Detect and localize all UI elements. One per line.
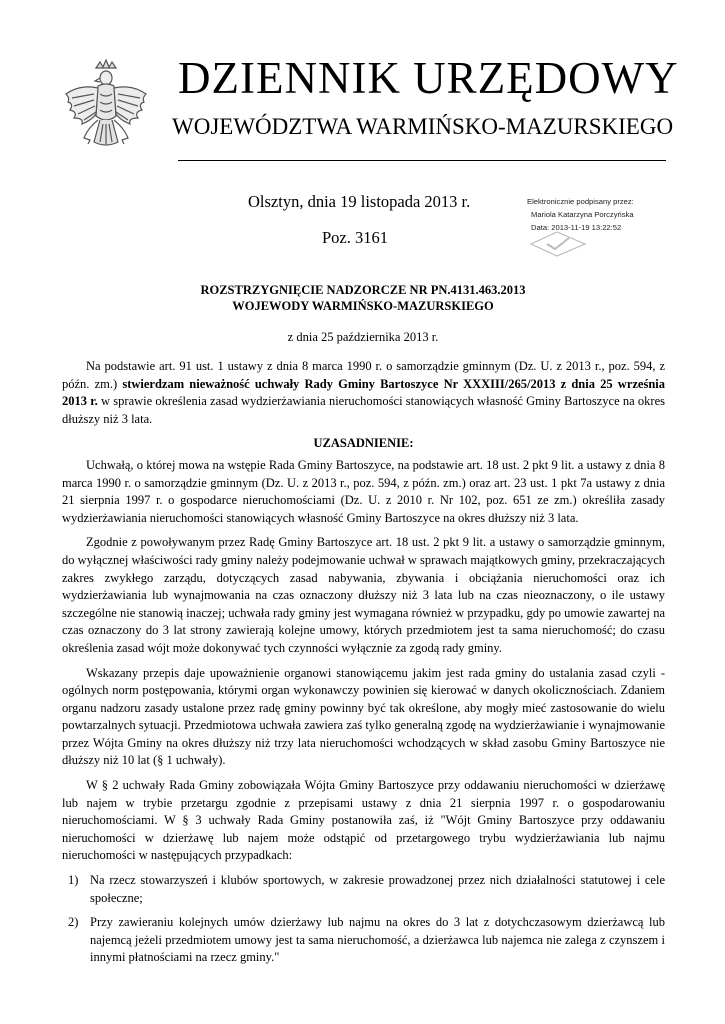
journal-subtitle: WOJEWÓDZTWA WARMIŃSKO-MAZURSKIEGO — [172, 114, 674, 139]
signature-signer: Mariola Katarzyna Porczyńska — [531, 210, 634, 219]
list-item — [68, 872, 665, 907]
list-item-number: 2) — [68, 915, 79, 930]
intro-paragraph — [62, 358, 665, 428]
list-item-number: 1) — [68, 873, 79, 888]
section-title: UZASADNIENIE: — [313, 436, 414, 451]
intro-text-a: Na podstawie art. 91 ust. 1 ustawy z dnia 8 marca 1990 r. o samorządzie gminnym (Dz. U. z 2013 r., poz. 594, z późn. zm.) — [62, 359, 665, 391]
position-number: Poz. 3161 — [322, 228, 388, 247]
journal-title: DZIENNIK URZĘDOWY — [178, 53, 679, 103]
document-heading — [60, 282, 666, 314]
signature-label: Elektronicznie podpisany przez: — [527, 197, 634, 206]
heading-line-1: ROZSTRZYGNIĘCIE NADZORCZE NR PN.4131.463.2013 — [200, 283, 526, 297]
list-item — [68, 914, 665, 967]
exceptions-list — [62, 872, 665, 967]
document-body — [62, 358, 665, 974]
paragraph: Uchwałą, o której mowa na wstępie Rada Gminy Bartoszyce, na podstawie art. 18 ust. 2 pkt 9 lit. a ustawy z dnia 8 marca 1990 r. o samorządzie gminnym (Dz. U. z 2013 r., poz. 594, z późn. zm.) oraz art. 23 ust. 1 pkt 7a ustawy z dnia 21 sierpnia 1997 r. o gospodarce nieruchomościami (Dz. U. z 2010 r. Nr 102, poz. 651 ze zm.) określiła zasady wydzierżawiania nieruchomości stanowiących własność Gminy Bartoszyce na okres dłuższy niż 3 lata. — [62, 457, 665, 525]
eagle-emblem-icon — [60, 58, 152, 166]
paragraph: Wskazany przepis daje upoważnienie organowi stanowiącemu jakim jest rada gminy do ustalania zasad czyli - ogólnych norm postępowania, którymi organ wykonawczy powinien się kierować w danych okolicznościach. Zdaniem organu nadzoru zasady ustalone przez radę gminy powinny być tak określone, aby mogły mieć zastosowanie do wielu powtarzalnych sytuacji. Przedmiotowa uchwała zawiera zaś tylko generalną zgodę na wydzierżawianie i wynajmowanie przez Wójta Gminy na okres dłuższy niż trzy lata nieruchomości wchodzących w skład zasobu Gminy Bartoszyce nie dłuższy niż 10 lat (§ 1 uchwały). — [62, 665, 665, 768]
heading-line-2: WOJEWODY WARMIŃSKO-MAZURSKIEGO — [232, 299, 494, 313]
publication-place-date: Olsztyn, dnia 19 listopada 2013 r. — [248, 192, 471, 211]
paragraph: Zgodnie z powoływanym przez Radę Gminy Bartoszyce art. 18 ust. 2 pkt 9 lit. a ustawy o samorządzie gminnym, do wyłącznej właściwości rady gminy należy podejmowanie uchwał w sprawach majątkowych gminy, przekraczających zakres zwykłego zarządu, dotyczących zasad nabywania, zbywania i obciążania nieruchomości oraz ich wydzierżawiania lub wynajmowania na czas oznaczony dłuższy niż 3 lata lub na czas nieoznaczony, o ile ustawy szczególne nie stanowią inaczej; uchwała rady gminy jest wymagana również w przypadku, gdy po umowie zawartej na czas oznaczony do 3 lat strony zawierają kolejne umowy, których przedmiotem jest ta sama nieruchomość; do czasu określenia zasad wójt może dokonywać tych czynności wyłącznie za zgodą rady gminy. — [62, 535, 665, 655]
signature-date: Data: 2013-11-19 13:22:52 — [531, 223, 622, 232]
list-item-text: Przy zawieraniu kolejnych umów dzierżawy lub najmu na okres do 3 lat z dotychczasowym dzierżawcą lub najemcą jeżeli przedmiotem umowy jest ta sama nieruchomość, a dzierżawca lub najemca nie zalega z czynszem i innymi płatnościami na rzecz gminy." — [90, 915, 665, 965]
signature-checkmark-icon — [527, 228, 589, 258]
paragraph: W § 2 uchwały Rada Gminy zobowiązała Wójta Gminy Bartoszyce przy oddawaniu nieruchomości w dzierżawę lub najem w trybie przetargu zgodnie z przepisami ustawy z dnia 21 sierpnia 1997 r. o gospodarowaniu nieruchomościami. W § 3 uchwały Rada Gminy postanowiła zaś, iż "Wójt Gminy Bartoszyce przy oddawaniu nieruchomości w dzierżawę lub najem może odstąpić od przetargowego trybu wydzierżawiania lub najmu nieruchomości w następujących przypadkach: — [62, 778, 665, 863]
header-divider — [178, 160, 666, 161]
list-item-text: Na rzecz stowarzyszeń i klubów sportowych, w zakresie prowadzonej przez nich działalności statutowej i cele społeczne; — [90, 873, 665, 905]
document-date: z dnia 25 października 2013 r. — [287, 330, 439, 344]
intro-text-b: w sprawie określenia zasad wydzierżawiania nieruchomości stanowiących własność Gminy Bartoszyce na okres dłuższy niż 3 lata. — [62, 394, 665, 426]
intro-text-bold: stwierdzam nieważność uchwały Rady Gminy Bartoszyce Nr XXXIII/265/2013 z dnia 25 września 2013 r. — [62, 376, 666, 409]
